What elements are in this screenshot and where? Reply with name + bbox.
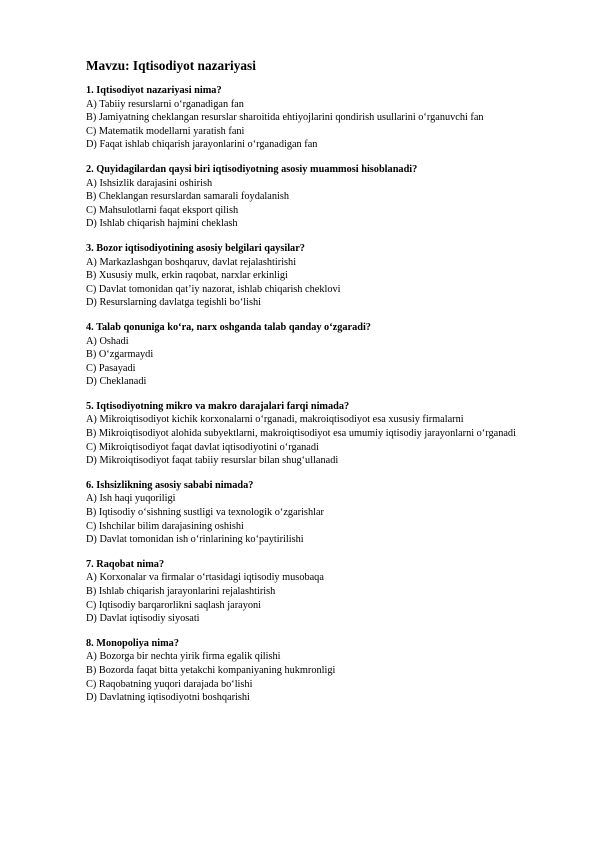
question-8 xyxy=(86,637,566,705)
document-page xyxy=(86,58,566,716)
question-text: 5. Iqtisodiyotning mikro va makro darajalari farqi nimada? xyxy=(86,400,350,412)
question-2 xyxy=(86,163,566,231)
option-a: A) Markazlashgan boshqaruv, davlat rejalashtirishi xyxy=(86,256,297,268)
question-text: 3. Bozor iqtisodiyotining asosiy belgilari qaysilar? xyxy=(86,242,305,254)
option-a: A) Mikroiqtisodiyot kichik korxonalarni o‘rganadi, makroiqtisodiyot esa xususiy firmalarni xyxy=(86,414,464,426)
option-c: C) Davlat tomonidan qat’iy nazorat, ishlab chiqarish cheklovi xyxy=(86,283,341,295)
option-a: A) Korxonalar va firmalar o‘rtasidagi iqtisodiy musobaqa xyxy=(86,572,324,584)
option-a: A) Oshadi xyxy=(86,335,129,347)
option-a: A) Ishsizlik darajasini oshirish xyxy=(86,177,213,189)
option-d: D) Faqat ishlab chiqarish jarayonlarini o‘rganadigan fan xyxy=(86,139,318,151)
option-c: C) Ishchilar bilim darajasining oshishi xyxy=(86,520,244,532)
option-b: B) Ishlab chiqarish jarayonlarini rejalashtirish xyxy=(86,586,276,597)
question-6 xyxy=(86,479,566,547)
option-b: B) Jamiyatning cheklangan resurslar sharoitida ehtiyojlarini qondirish usullarini o‘rganuvchi fan xyxy=(86,112,484,124)
option-c: C) Pasayadi xyxy=(86,362,136,374)
option-b: B) Bozorda faqat bitta yetakchi kompaniyaning hukmronligi xyxy=(86,664,336,676)
option-d: D) Mikroiqtisodiyot faqat tabiiy resurslar bilan shug‘ullanadi xyxy=(86,455,339,467)
question-text: 7. Raqobat nima? xyxy=(86,558,165,570)
option-b: B) Mikroiqtisodiyot alohida subyektlarni, makroiqtisodiyot esa umumiy iqtisodiy jarayonlarni o‘rganadi xyxy=(86,428,516,440)
question-4 xyxy=(86,321,566,389)
option-c: C) Raqobatning yuqori darajada bo‘lishi xyxy=(86,678,253,690)
option-d: D) Davlat iqtisodiy siyosati xyxy=(86,613,200,625)
option-a: A) Bozorga bir nechta yirik firma egalik qilishi xyxy=(86,651,281,663)
question-text: 4. Talab qonuniga ko‘ra, narx oshganda talab qanday o‘zgaradi? xyxy=(86,321,371,333)
option-b: B) Xususiy mulk, erkin raqobat, narxlar erkinligi xyxy=(86,270,288,282)
question-5 xyxy=(86,400,566,468)
option-d: D) Ishlab chiqarish hajmini cheklash xyxy=(86,218,238,230)
question-text: 8. Monopoliya nima? xyxy=(86,637,179,649)
question-text: 6. Ishsizlikning asosiy sababi nimada? xyxy=(86,479,254,491)
option-c: C) Iqtisodiy barqarorlikni saqlash jarayoni xyxy=(86,599,262,611)
option-c: C) Matematik modellarni yaratish fani xyxy=(86,125,245,137)
question-text: 2. Quyidagilardan qaysi biri iqtisodiyotning asosiy muammosi hisoblanadi? xyxy=(86,163,418,175)
option-b: B) Cheklangan resurslardan samarali foydalanish xyxy=(86,191,290,203)
option-d: D) Davlatning iqtisodiyotni boshqarishi xyxy=(86,692,250,704)
question-1 xyxy=(86,84,566,152)
question-3 xyxy=(86,242,566,310)
question-text: 1. Iqtisodiyot nazariyasi nima? xyxy=(86,85,222,96)
option-d: D) Cheklanadi xyxy=(86,376,147,388)
option-d: D) Davlat tomonidan ish o‘rinlarining ko‘paytirilishi xyxy=(86,534,304,546)
option-b: B) O‘zgarmaydi xyxy=(86,349,154,361)
option-d: D) Resurslarning davlatga tegishli bo‘lishi xyxy=(86,297,262,309)
question-7 xyxy=(86,558,566,626)
option-c: C) Mikroiqtisodiyot faqat davlat iqtisodiyotini o‘rganadi xyxy=(86,441,319,453)
document-title: Mavzu: Iqtisodiyot nazariyasi xyxy=(86,58,256,73)
option-a: A) Tabiiy resurslarni o‘rganadigan fan xyxy=(86,98,244,110)
option-b: B) Iqtisodiy o‘sishning sustligi va texnologik o‘zgarishlar xyxy=(86,507,324,519)
option-c: C) Mahsulotlarni faqat eksport qilish xyxy=(86,204,239,216)
option-a: A) Ish haqi yuqoriligi xyxy=(86,493,176,505)
